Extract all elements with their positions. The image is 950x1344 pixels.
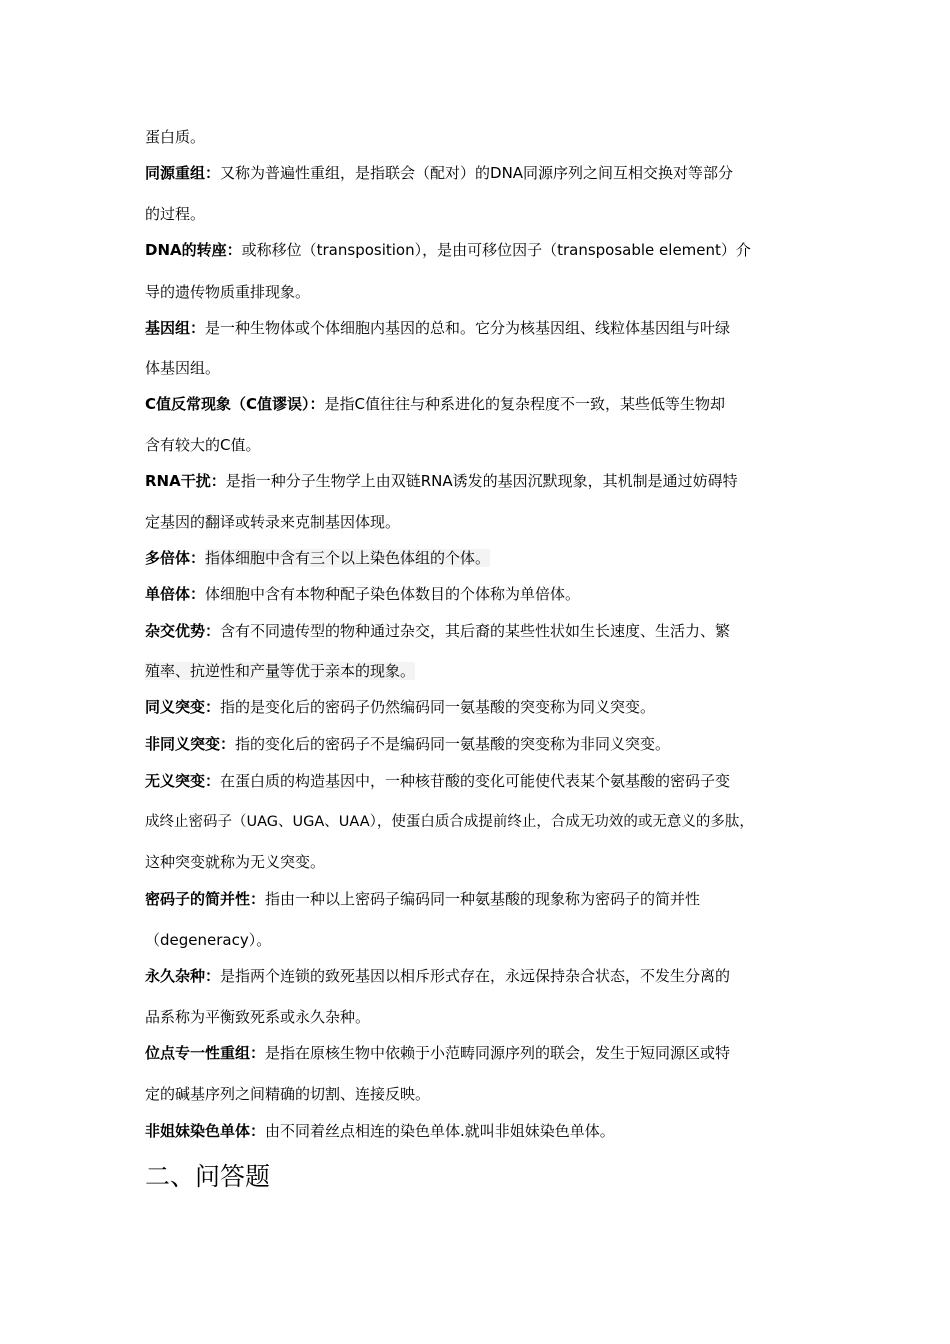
definition-text: 导的遗传物质重排现象。: [145, 283, 311, 301]
glossary-line: [145, 660, 820, 682]
glossary-line: [145, 203, 820, 225]
glossary-entry-haploid: [145, 583, 820, 605]
glossary-term: C值反常现象（C值谬误）：: [145, 395, 325, 413]
glossary-entry-transposition: [145, 239, 820, 261]
definition-text: 指的是变化后的密码子仍然编码同一氨基酸的突变称为同义突变。: [220, 698, 656, 716]
glossary-entry-codon-degeneracy: [145, 888, 820, 910]
glossary-term: DNA的转座：: [145, 241, 242, 259]
definition-text: 指体细胞中含有三个以上染色体组的个体。: [205, 549, 491, 567]
definition-text: 的过程。: [145, 205, 206, 223]
glossary-entry-polyploid: [145, 547, 820, 569]
glossary-term: 永久杂种：: [145, 967, 221, 985]
definition-text: 是指在原核生物中依赖于小范畴同源序列的联会，发生于短同源区或特: [265, 1044, 731, 1062]
glossary-entry-rna-interference: [145, 470, 820, 492]
glossary-line: [145, 851, 820, 873]
definition-text: 是指两个连锁的致死基因以相斥形式存在，永远保持杂合状态，不发生分离的: [220, 967, 731, 985]
glossary-term: 密码子的简并性：: [145, 890, 266, 908]
glossary-line: [145, 929, 820, 951]
glossary-line: [145, 281, 820, 303]
definition-text: 品系称为平衡致死系或永久杂种。: [145, 1008, 371, 1026]
glossary-term: 同义突变：: [145, 698, 221, 716]
glossary-term: 非同义突变：: [145, 735, 236, 753]
glossary-line: [145, 1006, 820, 1028]
definition-text: 指由一种以上密码子编码同一种氨基酸的现象称为密码子的简并性: [265, 890, 701, 908]
glossary-entry-genome: [145, 317, 820, 339]
glossary-entry-nonsynonymous-mutation: [145, 733, 820, 755]
glossary-entry-c-value-paradox: [145, 393, 820, 415]
definition-text: 殖率、抗逆性和产量等优于亲本的现象。: [145, 662, 416, 680]
glossary-term: 单倍体：: [145, 585, 206, 603]
definition-text: 是指一种分子生物学上由双链RNA诱发的基因沉默现象，其机制是通过妨碍特: [225, 472, 738, 490]
glossary-entry-permanent-hybrid: [145, 965, 820, 987]
definition-text: 体细胞中含有本物种配子染色体数目的个体称为单倍体。: [205, 585, 581, 603]
definition-text: 在蛋白质的构造基因中，一种核苷酸的变化可能使代表某个氨基酸的密码子变: [220, 772, 731, 790]
definition-text: 这种突变就称为无义突变。: [145, 853, 326, 871]
glossary-entry-site-specific-recombination: [145, 1042, 820, 1064]
definition-text: 又称为普遍性重组，是指联会（配对）的DNA同源序列之间互相交换对等部分: [220, 164, 734, 182]
glossary-term: 基因组：: [145, 319, 206, 337]
definition-text: 定的碱基序列之间精确的切割、连接反映。: [145, 1085, 431, 1103]
glossary-entry-synonymous-mutation: [145, 696, 820, 718]
definition-text: 或称移位（transposition），是由可移位因子（transposable element）介: [241, 241, 751, 259]
glossary-term: 多倍体：: [145, 549, 206, 567]
glossary-term: 无义突变：: [145, 772, 221, 790]
definition-text: （degeneracy）。: [145, 931, 272, 949]
definition-text: 体基因组。: [145, 359, 221, 377]
glossary-entry-nonsense-mutation: [145, 770, 820, 792]
definition-text: 定基因的翻译或转录来克制基因体现。: [145, 513, 401, 531]
definition-text: 蛋白质。: [145, 128, 206, 146]
glossary-term: RNA干扰：: [145, 472, 226, 490]
definition-text: 成终止密码子（UAG、UGA、UAA），使蛋白质合成提前终止，合成无功效的或无意义的多肽，: [145, 814, 754, 830]
glossary-line: [145, 511, 820, 533]
definition-text: 由不同着丝点相连的染色单体.就叫非姐妹染色单体。: [265, 1122, 615, 1140]
definition-text: 是指C值往往与种系进化的复杂程度不一致，某些低等生物却: [324, 395, 726, 413]
definition-text: 指的变化后的密码子不是编码同一氨基酸的突变称为非同义突变。: [235, 735, 671, 753]
glossary-line: [145, 1083, 820, 1105]
definition-text: 含有较大的C值。: [145, 436, 261, 454]
glossary-term: 同源重组：: [145, 164, 221, 182]
glossary-term: 杂交优势：: [145, 622, 221, 640]
glossary-term: 位点专一性重组：: [145, 1044, 266, 1062]
glossary-line: [145, 126, 820, 148]
definition-text: 是一种生物体或个体细胞内基因的总和。它分为核基因组、线粒体基因组与叶绿: [205, 319, 731, 337]
glossary-entry-non-sister-chromatids: [145, 1120, 820, 1142]
section-heading: 二、问答题: [145, 1162, 271, 1191]
glossary-term: 非姐妹染色单体：: [145, 1122, 266, 1140]
glossary-line: [145, 434, 820, 456]
glossary-entry-heterosis: [145, 620, 820, 642]
definition-text: 含有不同遗传型的物种通过杂交，其后裔的某些性状如生长速度、生活力、繁: [220, 622, 731, 640]
glossary-line: [145, 357, 820, 379]
glossary-entry-homologous-recombination: [145, 162, 820, 184]
glossary-line: [145, 811, 820, 833]
